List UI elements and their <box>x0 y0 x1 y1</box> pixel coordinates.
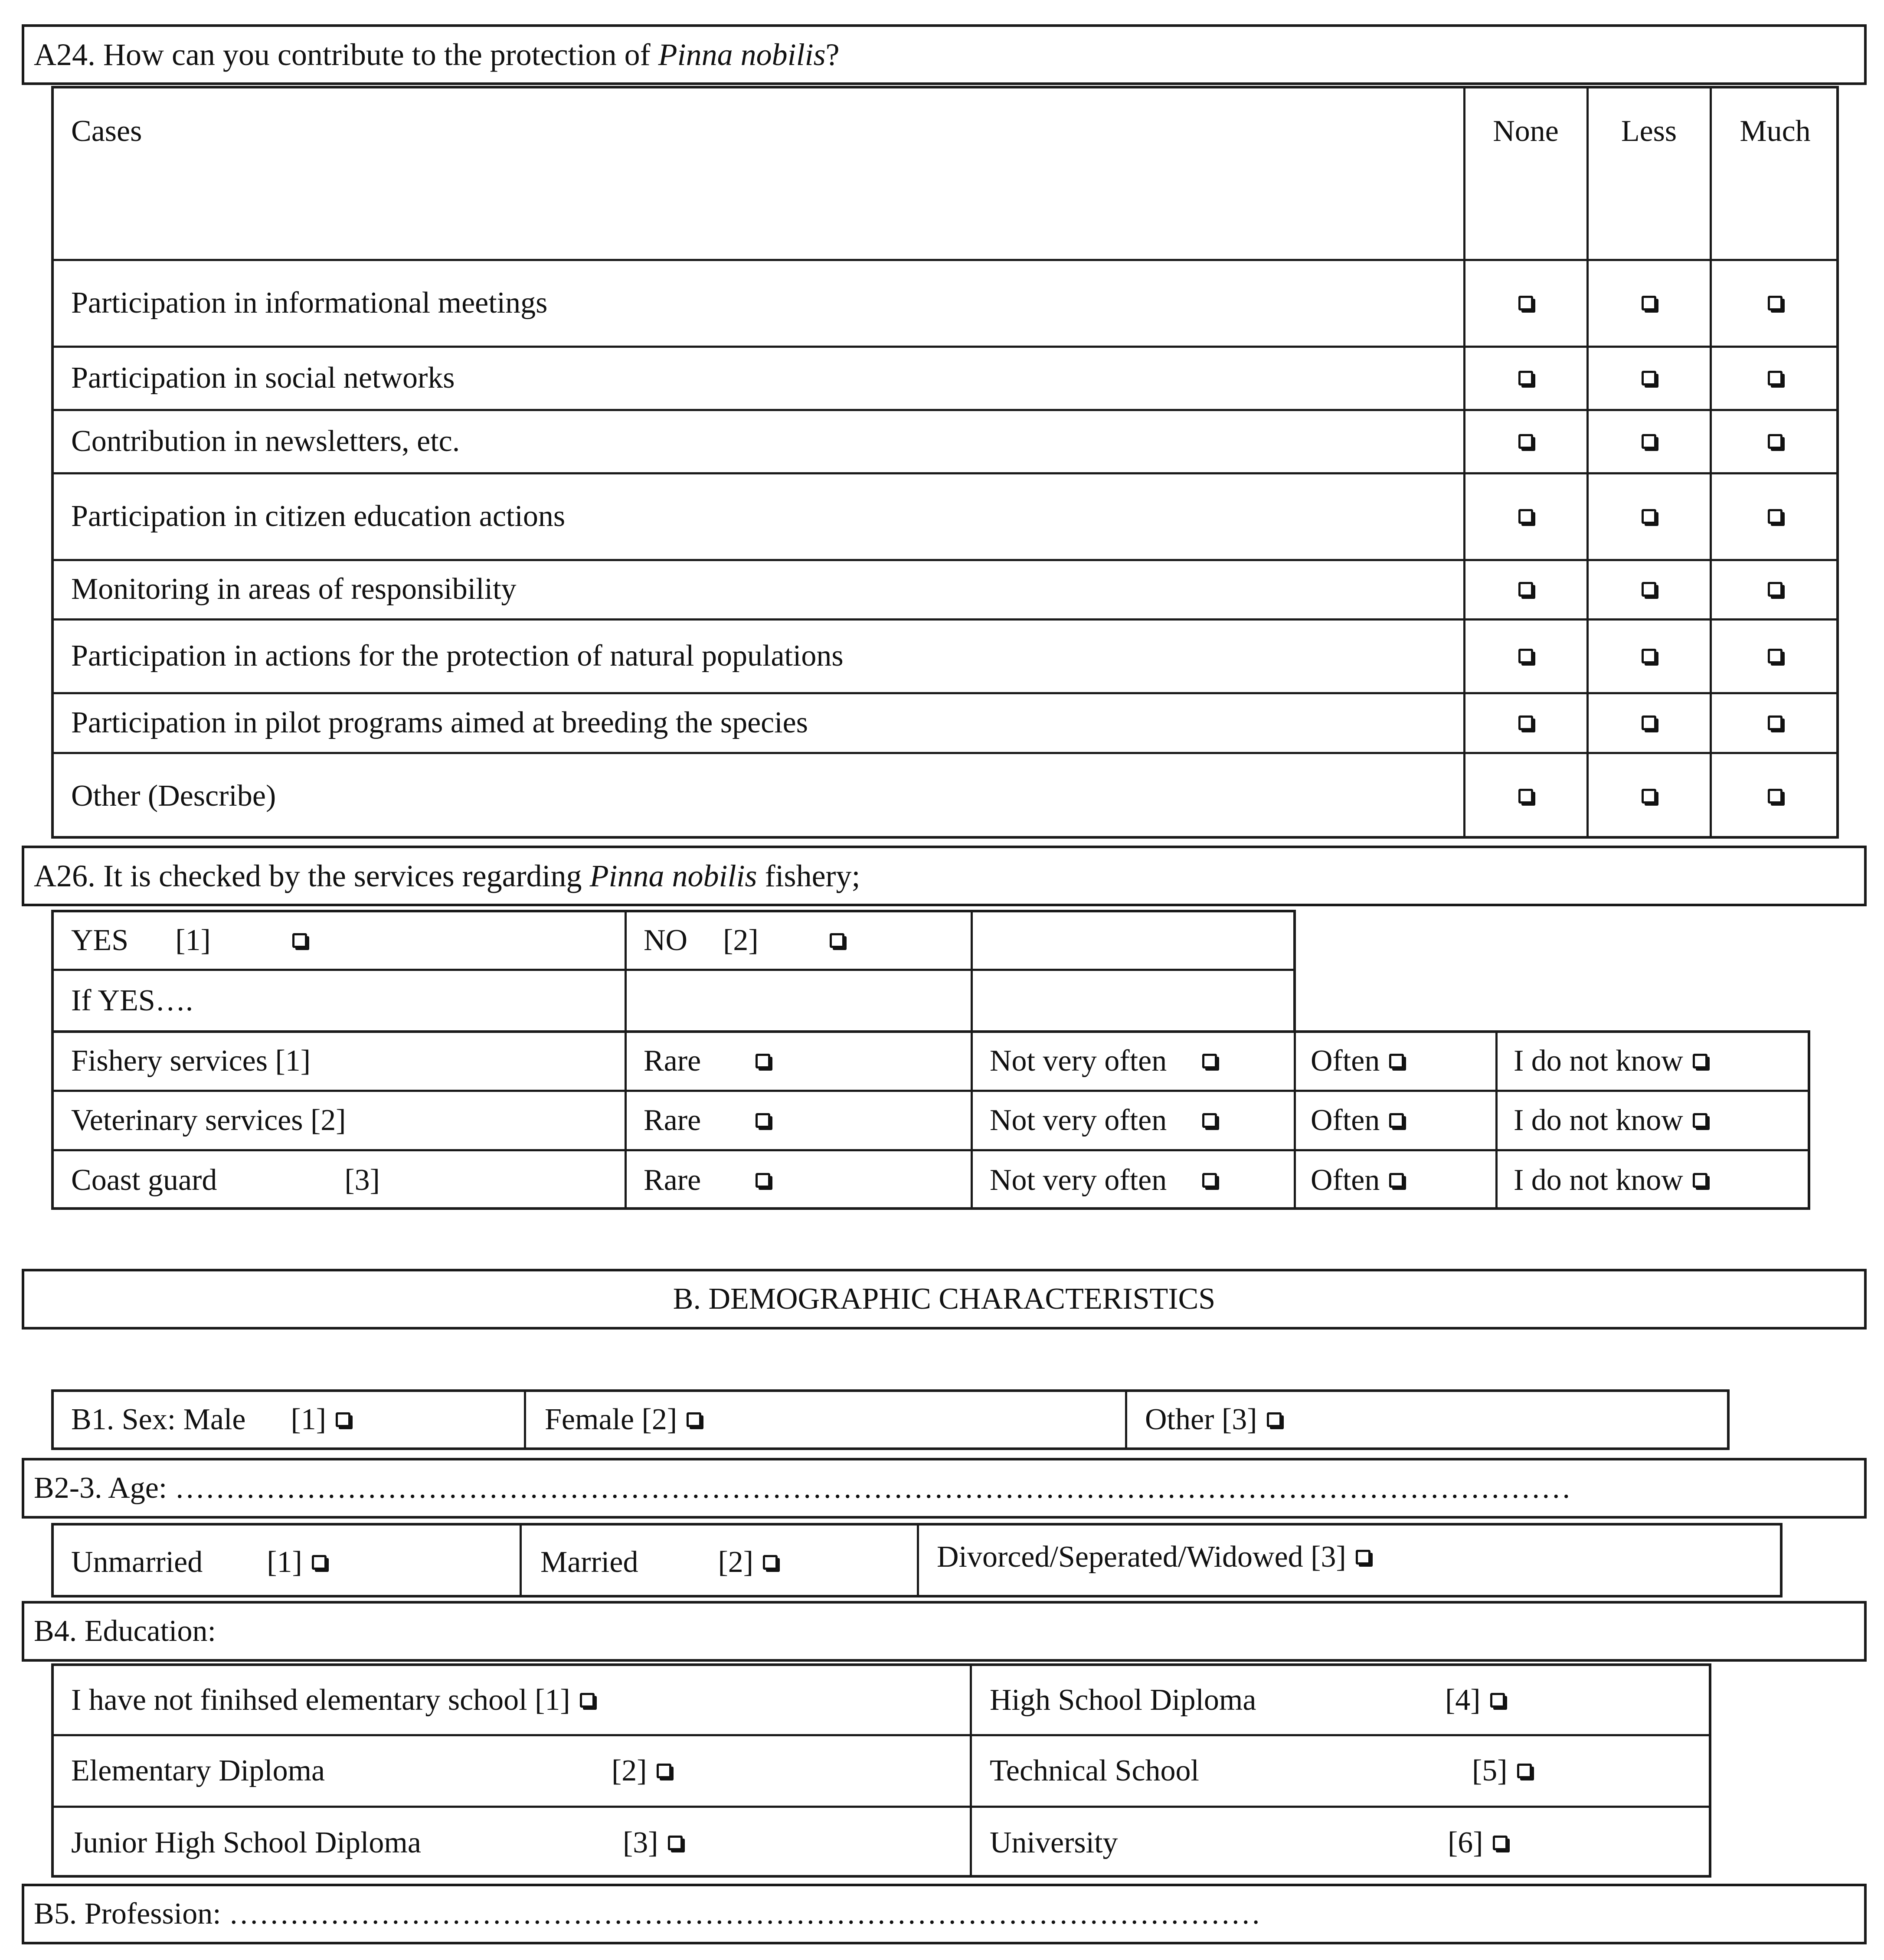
a26-col-line <box>1294 1030 1296 1210</box>
checkbox-icon <box>1693 1113 1707 1128</box>
b23-divorced-option[interactable] <box>937 1525 1370 1590</box>
a26-if-yes: If YES…. <box>71 984 193 1017</box>
a26-dont-know-option[interactable] <box>1514 1091 1707 1149</box>
a24-question-suffix: ? <box>825 37 840 72</box>
a24-option-none[interactable] <box>1465 347 1586 409</box>
a24-option-none[interactable] <box>1465 753 1586 839</box>
a26-service-code: [3] <box>344 1163 380 1197</box>
checkbox-icon <box>668 1836 683 1850</box>
a26-service-name: Fishery services [1] <box>71 1044 311 1078</box>
checkbox-icon <box>763 1555 778 1570</box>
a24-option-much[interactable] <box>1711 560 1839 618</box>
not-very-often-label: Not very often <box>990 1044 1167 1078</box>
a26-not-very-often-option[interactable] <box>990 1151 1217 1210</box>
b23-age-field[interactable]: B2-3. Age: ………………………………………………………………………………………………………………………… <box>34 1471 1571 1505</box>
checkbox-icon <box>1518 434 1533 449</box>
checkbox-icon <box>1518 582 1533 597</box>
checkbox-icon <box>830 933 844 948</box>
a24-header-cases: Cases <box>71 114 142 148</box>
b4-option-label: High School Diploma <box>990 1683 1256 1717</box>
checkbox-icon <box>1518 715 1533 730</box>
checkbox-icon <box>756 1113 770 1128</box>
a24-header-none: None <box>1493 114 1559 148</box>
a26-service-name: Veterinary services [2] <box>71 1103 346 1137</box>
a26-no-label: NO <box>644 924 688 957</box>
b23-married-code: [2] <box>718 1545 754 1579</box>
a24-option-much[interactable] <box>1711 693 1839 752</box>
a26-often-option[interactable] <box>1311 1091 1404 1149</box>
dont-know-label: I do not know <box>1514 1163 1683 1197</box>
rare-label: Rare <box>644 1163 701 1197</box>
a26-col-line <box>625 910 627 1210</box>
a26-often-option[interactable] <box>1311 1032 1404 1090</box>
checkbox-icon <box>1642 715 1656 730</box>
a24-option-less[interactable] <box>1588 753 1710 839</box>
b23-divorced-label: Divorced/Seperated/Widowed [3] <box>937 1540 1346 1574</box>
b1-col-line <box>1125 1389 1127 1450</box>
a26-row-line <box>51 969 1296 971</box>
dont-know-label: I do not know <box>1514 1103 1683 1137</box>
checkbox-icon <box>1642 582 1656 597</box>
dont-know-label: I do not know <box>1514 1044 1683 1078</box>
a24-header-much: Much <box>1740 114 1811 148</box>
a24-option-less[interactable] <box>1588 693 1710 752</box>
a26-question <box>34 846 860 906</box>
a24-row-label: Contribution in newsletters, etc. <box>71 424 460 458</box>
b23-unmarried-code: [1] <box>267 1545 302 1579</box>
a26-service-name <box>71 1151 380 1210</box>
checkbox-icon <box>1768 296 1783 310</box>
a24-option-much[interactable] <box>1711 410 1839 472</box>
b1-female-label: Female [2] <box>545 1403 677 1436</box>
b5-profession-field[interactable]: B5. Profession: ………………………………………………………………………………………… <box>34 1897 1261 1931</box>
b4-option[interactable] <box>990 1666 1505 1734</box>
checkbox-icon <box>1518 296 1533 310</box>
checkbox-icon <box>1768 789 1783 804</box>
checkbox-icon <box>1768 434 1783 449</box>
b4-option-code: [4] <box>1445 1683 1481 1717</box>
checkbox-icon <box>1642 649 1656 663</box>
b4-option[interactable] <box>71 1736 671 1806</box>
a24-row-label: Monitoring in areas of responsibility <box>71 572 517 606</box>
checkbox-icon <box>1202 1054 1217 1068</box>
a24-option-less[interactable] <box>1588 620 1710 692</box>
b4-col-line <box>970 1663 972 1878</box>
checkbox-icon <box>1768 715 1783 730</box>
b4-option-code: [3] <box>623 1826 658 1859</box>
a24-header-less: Less <box>1621 114 1677 148</box>
a24-row-label: Other (Describe) <box>71 779 276 813</box>
checkbox-icon <box>292 933 307 948</box>
checkbox-icon <box>1693 1054 1707 1068</box>
b4-option-code: [5] <box>1472 1754 1508 1787</box>
b23-unmarried-option[interactable] <box>71 1530 327 1595</box>
b4-option[interactable] <box>990 1808 1508 1878</box>
a24-option-less[interactable] <box>1588 410 1710 472</box>
b23-col-line <box>520 1523 522 1597</box>
b4-option[interactable] <box>990 1736 1532 1806</box>
b4-option-label: Technical School <box>990 1754 1199 1787</box>
checkbox-icon <box>1202 1173 1217 1188</box>
a24-option-none[interactable] <box>1465 474 1586 559</box>
a24-option-none[interactable] <box>1465 560 1586 618</box>
a26-question-prefix: A26. It is checked by the services regarding <box>34 859 590 893</box>
a26-col-line <box>971 910 973 1210</box>
checkbox-icon <box>1517 1764 1532 1778</box>
checkbox-icon <box>1490 1693 1505 1708</box>
checkbox-icon <box>1768 509 1783 524</box>
checkbox-icon <box>1389 1173 1404 1188</box>
a24-option-much[interactable] <box>1711 260 1839 346</box>
section-b-title: B. DEMOGRAPHIC CHARACTERISTICS <box>673 1282 1216 1316</box>
a26-species: Pinna nobilis <box>589 859 757 893</box>
a26-often-option[interactable] <box>1311 1151 1404 1210</box>
a26-question-suffix: fishery; <box>757 859 860 893</box>
checkbox-icon <box>1389 1113 1404 1128</box>
b1-label: B1. Sex: Male <box>71 1403 246 1436</box>
checkbox-icon <box>1642 296 1656 310</box>
b1-male-code: [1] <box>291 1403 327 1436</box>
b23-unmarried-label: Unmarried <box>71 1545 203 1579</box>
a26-col-line <box>1495 1030 1498 1210</box>
b23-married-option[interactable] <box>540 1530 778 1595</box>
a26-dont-know-option[interactable] <box>1514 1151 1707 1210</box>
b4-option-code: [6] <box>1448 1826 1483 1859</box>
b4-option-label: I have not finihsed elementary school [1] <box>71 1683 570 1717</box>
checkbox-icon <box>1518 509 1533 524</box>
b4-option-label: Elementary Diploma <box>71 1754 325 1787</box>
checkbox-icon <box>580 1693 595 1708</box>
a24-option-much[interactable] <box>1711 620 1839 692</box>
b4-option[interactable] <box>71 1666 595 1734</box>
b1-other-option[interactable] <box>1145 1389 1282 1450</box>
b1-male-option[interactable] <box>71 1389 350 1450</box>
rare-label: Rare <box>644 1044 701 1078</box>
a26-rare-option[interactable] <box>644 1151 770 1210</box>
checkbox-icon <box>1518 371 1533 385</box>
checkbox-icon <box>1768 582 1783 597</box>
a26-yes-label: YES <box>71 924 129 957</box>
a26-service-label: Coast guard <box>71 1163 217 1197</box>
checkbox-icon <box>687 1412 701 1427</box>
a26-not-very-often-option[interactable] <box>990 1032 1217 1090</box>
checkbox-icon <box>1693 1173 1707 1188</box>
a24-row-label: Participation in actions for the protection of natural populations <box>71 639 844 673</box>
a24-option-less[interactable] <box>1588 347 1710 409</box>
checkbox-icon <box>1768 371 1783 385</box>
checkbox-icon <box>1356 1550 1370 1565</box>
a24-row-label: Participation in informational meetings <box>71 286 548 320</box>
a24-option-none[interactable] <box>1465 693 1586 752</box>
b4-option[interactable] <box>71 1808 683 1878</box>
a26-yes-option[interactable] <box>71 912 307 969</box>
often-label: Often <box>1311 1163 1380 1197</box>
b23-married-label: Married <box>540 1545 638 1579</box>
a26-not-very-often-option[interactable] <box>990 1091 1217 1149</box>
b4-box <box>22 1601 1867 1662</box>
a24-option-less[interactable] <box>1588 260 1710 346</box>
checkbox-icon <box>1493 1836 1508 1850</box>
a24-species: Pinna nobilis <box>658 37 826 72</box>
checkbox-icon <box>1642 371 1656 385</box>
checkbox-icon <box>756 1173 770 1188</box>
b23-col-line <box>917 1523 919 1597</box>
a26-rare-option[interactable] <box>644 1091 770 1149</box>
a24-option-less[interactable] <box>1588 474 1710 559</box>
checkbox-icon <box>1768 649 1783 663</box>
a24-row-label: Participation in social networks <box>71 361 455 395</box>
checkbox-icon <box>1267 1412 1282 1427</box>
checkbox-icon <box>756 1054 770 1068</box>
b1-col-line <box>524 1389 526 1450</box>
a24-option-less[interactable] <box>1588 560 1710 618</box>
checkbox-icon <box>1518 649 1533 663</box>
rare-label: Rare <box>644 1103 701 1137</box>
not-very-often-label: Not very often <box>990 1103 1167 1137</box>
checkbox-icon <box>1642 789 1656 804</box>
often-label: Often <box>1311 1103 1380 1137</box>
b4-option-code: [2] <box>612 1754 647 1787</box>
not-very-often-label: Not very often <box>990 1163 1167 1197</box>
a24-option-much[interactable] <box>1711 474 1839 559</box>
a26-dont-know-option[interactable] <box>1514 1032 1707 1090</box>
b1-female-option[interactable] <box>545 1389 701 1450</box>
a26-yes-code: [1] <box>175 924 211 957</box>
checkbox-icon <box>1518 789 1533 804</box>
checkbox-icon <box>1642 509 1656 524</box>
a24-option-none[interactable] <box>1465 260 1586 346</box>
a24-row-label: Participation in pilot programs aimed at breeding the species <box>71 706 808 739</box>
often-label: Often <box>1311 1044 1380 1078</box>
checkbox-icon <box>312 1555 327 1570</box>
a26-no-option[interactable] <box>644 912 844 969</box>
b4-option-label: University <box>990 1826 1118 1859</box>
a24-question <box>34 24 840 85</box>
checkbox-icon <box>1202 1113 1217 1128</box>
b4-label: B4. Education: <box>34 1614 216 1648</box>
a24-row-label: Participation in citizen education actions <box>71 499 566 533</box>
a26-rare-option[interactable] <box>644 1032 770 1090</box>
a24-question-prefix: A24. How can you contribute to the protection of <box>34 37 658 72</box>
b1-other-label: Other [3] <box>1145 1403 1257 1436</box>
a26-no-code: [2] <box>723 924 759 957</box>
a24-option-none[interactable] <box>1465 620 1586 692</box>
checkbox-icon <box>1642 434 1656 449</box>
checkbox-icon <box>657 1764 671 1778</box>
a24-option-much[interactable] <box>1711 347 1839 409</box>
checkbox-icon <box>1389 1054 1404 1068</box>
checkbox-icon <box>336 1412 350 1427</box>
b4-option-label: Junior High School Diploma <box>71 1826 421 1859</box>
a24-option-none[interactable] <box>1465 410 1586 472</box>
a24-option-much[interactable] <box>1711 753 1839 839</box>
